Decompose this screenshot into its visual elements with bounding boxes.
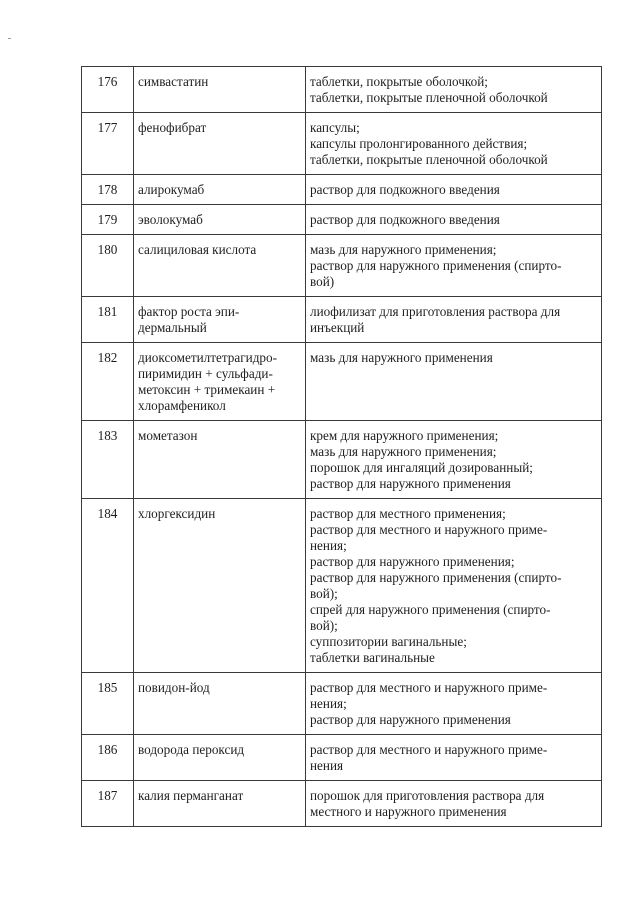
table-body — [82, 67, 602, 827]
drug-name-line: алирокумаб — [138, 182, 205, 197]
dosage-form-line: мазь для наружного применения; — [310, 242, 497, 257]
dosage-form-cell — [306, 499, 602, 673]
table-row — [82, 421, 602, 499]
drug-name-line: калия перманганат — [138, 788, 244, 803]
row-number: 178 — [82, 175, 134, 205]
row-number: 179 — [82, 205, 134, 235]
table-row — [82, 205, 602, 235]
drug-name-line: фенофибрат — [138, 120, 207, 135]
dosage-form-line: нения — [310, 758, 344, 773]
table-row — [82, 297, 602, 343]
dosage-form-line: вой) — [310, 274, 335, 289]
dosage-form-cell — [306, 673, 602, 735]
dosage-form-line: раствор для местного и наружного приме- — [310, 522, 548, 537]
dosage-form-line: порошок для ингаляций дозированный; — [310, 460, 533, 475]
drug-name-line: дермальный — [138, 320, 207, 335]
dosage-form-cell — [306, 343, 602, 421]
dosage-form-line: раствор для наружного применения — [310, 712, 511, 727]
dosage-form-line: мазь для наружного применения — [310, 350, 493, 365]
dosage-form-line: раствор для подкожного введения — [310, 212, 500, 227]
drug-name-line: мометазон — [138, 428, 198, 443]
dosage-form-line: капсулы пролонгированного действия; — [310, 136, 528, 151]
drug-name-line: хлоргексидин — [138, 506, 216, 521]
drug-name-cell — [134, 499, 306, 673]
drug-name-cell — [134, 297, 306, 343]
drug-name-line: пиримидин + сульфади- — [138, 366, 273, 381]
dosage-form-cell — [306, 297, 602, 343]
dosage-form-line: местного и наружного применения — [310, 804, 507, 819]
dosage-form-line: вой); — [310, 586, 338, 601]
dosage-form-cell — [306, 175, 602, 205]
row-number: 177 — [82, 113, 134, 175]
dosage-form-line: спрей для наружного применения (спирто- — [310, 602, 551, 617]
dosage-form-cell — [306, 735, 602, 781]
dosage-form-line: нения; — [310, 696, 347, 711]
dosage-form-line: раствор для местного применения; — [310, 506, 506, 521]
dosage-form-line: раствор для местного и наружного приме- — [310, 680, 548, 695]
drug-name-line: симвастатин — [138, 74, 209, 89]
row-number: 183 — [82, 421, 134, 499]
drug-name-line: эволокумаб — [138, 212, 203, 227]
table-row — [82, 235, 602, 297]
drug-name-cell — [134, 175, 306, 205]
page-corner-mark — [8, 38, 11, 39]
dosage-form-line: капсулы; — [310, 120, 360, 135]
table-row — [82, 175, 602, 205]
row-number: 181 — [82, 297, 134, 343]
dosage-form-line: раствор для местного и наружного приме- — [310, 742, 548, 757]
drug-name-cell — [134, 735, 306, 781]
row-number: 187 — [82, 781, 134, 827]
dosage-form-line: вой); — [310, 618, 338, 633]
table-row — [82, 343, 602, 421]
dosage-form-line: нения; — [310, 538, 347, 553]
drug-name-line: повидон-йод — [138, 680, 210, 695]
dosage-form-cell — [306, 781, 602, 827]
drug-name-line: фактор роста эпи- — [138, 304, 240, 319]
dosage-form-line: мазь для наружного применения; — [310, 444, 497, 459]
dosage-form-line: таблетки вагинальные — [310, 650, 435, 665]
table-row — [82, 735, 602, 781]
drug-name-cell — [134, 343, 306, 421]
row-number: 182 — [82, 343, 134, 421]
row-number: 185 — [82, 673, 134, 735]
row-number: 176 — [82, 67, 134, 113]
dosage-form-cell — [306, 421, 602, 499]
table-row — [82, 673, 602, 735]
dosage-form-line: крем для наружного применения; — [310, 428, 499, 443]
dosage-form-cell — [306, 113, 602, 175]
drug-name-line: метоксин + тримекаин + — [138, 382, 276, 397]
drug-name-line: диоксометилтетрагидро- — [138, 350, 277, 365]
row-number: 186 — [82, 735, 134, 781]
drug-name-cell — [134, 781, 306, 827]
drug-name-cell — [134, 67, 306, 113]
dosage-form-line: порошок для приготовления раствора для — [310, 788, 545, 803]
dosage-form-line: таблетки, покрытые пленочной оболочкой — [310, 152, 548, 167]
dosage-form-line: раствор для наружного применения; — [310, 554, 515, 569]
dosage-form-line: раствор для подкожного введения — [310, 182, 500, 197]
table-row — [82, 781, 602, 827]
drug-name-cell — [134, 673, 306, 735]
dosage-form-line: раствор для наружного применения (спирто- — [310, 570, 562, 585]
table-row — [82, 113, 602, 175]
table-row — [82, 67, 602, 113]
dosage-form-line: таблетки, покрытые оболочкой; — [310, 74, 488, 89]
table-row — [82, 499, 602, 673]
drug-name-line: водорода пероксид — [138, 742, 245, 757]
drug-name-cell — [134, 113, 306, 175]
dosage-form-line: раствор для наружного применения (спирто- — [310, 258, 562, 273]
row-number: 184 — [82, 499, 134, 673]
dosage-form-line: раствор для наружного применения — [310, 476, 511, 491]
drug-name-line: салициловая кислота — [138, 242, 257, 257]
dosage-form-cell — [306, 205, 602, 235]
row-number: 180 — [82, 235, 134, 297]
drug-name-cell — [134, 235, 306, 297]
dosage-form-line: суппозитории вагинальные; — [310, 634, 467, 649]
drug-list-table — [81, 66, 602, 827]
drug-name-cell — [134, 421, 306, 499]
dosage-form-line: таблетки, покрытые пленочной оболочкой — [310, 90, 548, 105]
dosage-form-cell — [306, 235, 602, 297]
drug-name-line: хлорамфеникол — [138, 398, 226, 413]
dosage-form-line: лиофилизат для приготовления раствора для — [310, 304, 561, 319]
drug-name-cell — [134, 205, 306, 235]
dosage-form-line: инъекций — [310, 320, 365, 335]
dosage-form-cell — [306, 67, 602, 113]
